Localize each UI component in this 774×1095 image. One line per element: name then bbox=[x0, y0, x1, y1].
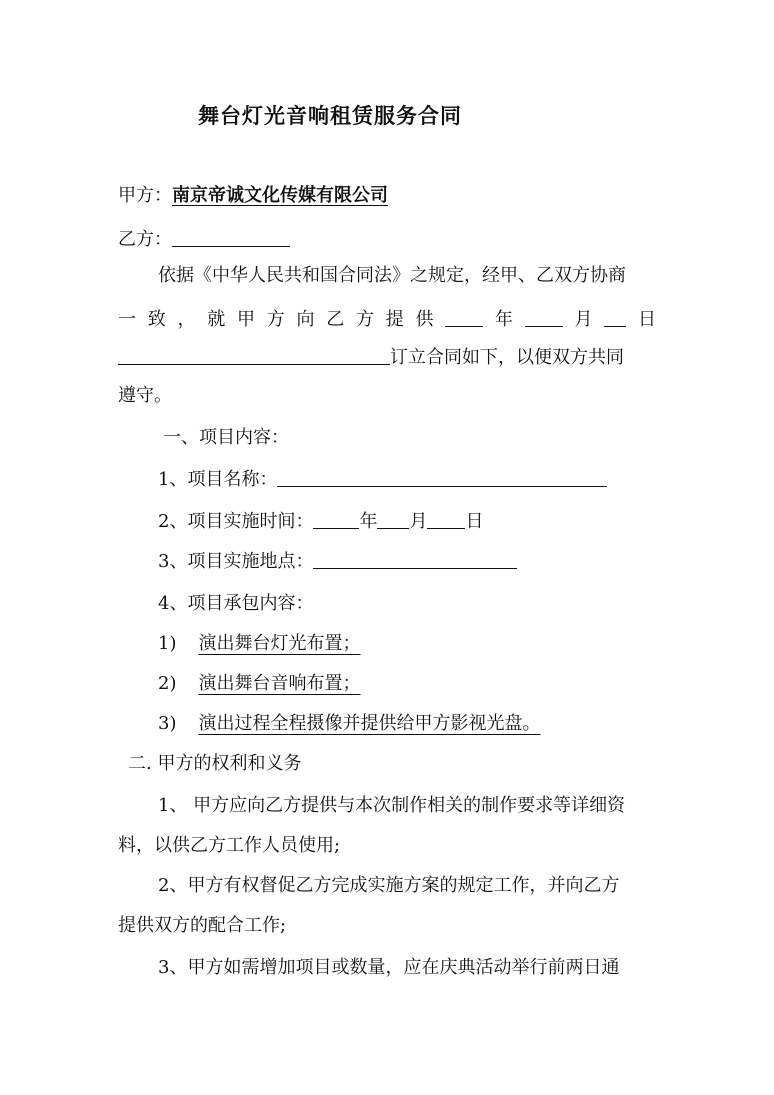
intro-char: 供 bbox=[415, 309, 434, 330]
project-name-blank bbox=[277, 468, 607, 487]
party-b-blank bbox=[172, 228, 290, 247]
intro-line-1: 依据《中华人民共和国合同法》之规定，经甲、乙双方协商 bbox=[158, 265, 626, 286]
party-b-label: 乙方： bbox=[118, 229, 172, 250]
duty-3-line-1: 3、甲方如需增加项目或数量，应在庆典活动举行前两日通 bbox=[158, 957, 620, 978]
project-time-label: 2、项目实施时间： bbox=[158, 511, 314, 532]
intro-day-label: 日 bbox=[638, 309, 656, 330]
intro-month-label: 月 bbox=[574, 309, 593, 330]
project-year-label: 年 bbox=[359, 511, 378, 532]
section-2-heading: 二. 甲方的权利和义务 bbox=[128, 753, 302, 774]
project-place-blank bbox=[313, 550, 517, 569]
project-scope-line: 4、项目承包内容： bbox=[158, 593, 314, 614]
scope-item-number: 1) bbox=[158, 633, 177, 654]
duty-1-line-1: 1、 甲方应向乙方提供与本次制作相关的制作要求等详细资 bbox=[158, 795, 626, 816]
intro-char: 提 bbox=[385, 309, 404, 330]
project-month-label: 月 bbox=[409, 511, 428, 532]
scope-item-text: 演出舞台音响布置； bbox=[198, 673, 361, 694]
section-1-heading: 一、项目内容： bbox=[163, 427, 289, 448]
project-place-line bbox=[158, 550, 517, 574]
party-a-name: 南京帝诚文化传媒有限公司 bbox=[172, 185, 388, 206]
purpose-blank bbox=[118, 346, 390, 365]
intro-line-4: 遵守。 bbox=[118, 385, 172, 406]
intro-year-label: 年 bbox=[495, 309, 513, 330]
project-day-label: 日 bbox=[465, 511, 484, 532]
intro-char: 乙 bbox=[326, 309, 345, 330]
duty-2-line-2: 提供双方的配合工作; bbox=[118, 915, 287, 936]
party-b-line bbox=[118, 228, 290, 252]
intro-char: 一 bbox=[118, 309, 136, 330]
scope-item-3 bbox=[158, 712, 548, 736]
scope-item-text: 演出舞台灯光布置； bbox=[198, 633, 361, 654]
intro-char: ， bbox=[177, 309, 196, 330]
duty-1-line-2: 料，以供乙方工作人员使用; bbox=[118, 835, 341, 856]
scope-item-text: 演出过程全程摄像并提供给甲方影视光盘。 bbox=[198, 713, 541, 734]
intro-line-2 bbox=[118, 308, 656, 332]
duty-2-line-1: 2、甲方有权督促乙方完成实施方案的规定工作，并向乙方 bbox=[158, 875, 620, 896]
intro-char: 方 bbox=[356, 309, 374, 330]
intro-char: 向 bbox=[296, 309, 315, 330]
project-time-line bbox=[158, 510, 483, 534]
project-day-blank bbox=[427, 510, 465, 529]
party-a-label: 甲方： bbox=[118, 185, 172, 206]
year-blank bbox=[445, 308, 483, 327]
project-place-label: 3、项目实施地点： bbox=[158, 551, 314, 572]
scope-item-1 bbox=[158, 632, 368, 656]
scope-item-number: 3) bbox=[158, 713, 177, 734]
intro-char: 方 bbox=[266, 309, 285, 330]
intro-char: 甲 bbox=[237, 309, 255, 330]
party-a-line bbox=[118, 184, 388, 208]
project-month-blank bbox=[377, 510, 409, 529]
scope-item-2 bbox=[158, 672, 368, 696]
intro-char: 就 bbox=[207, 309, 226, 330]
project-year-blank bbox=[313, 510, 359, 529]
day-blank bbox=[604, 308, 626, 327]
project-name-label: 1、项目名称： bbox=[158, 469, 278, 490]
contract-title: 舞台灯光音响租赁服务合同 bbox=[198, 103, 462, 128]
intro-char: 致 bbox=[147, 309, 166, 330]
intro-line-3-text: 订立合同如下，以便双方共同 bbox=[390, 347, 624, 368]
intro-line-3 bbox=[118, 346, 624, 370]
scope-item-number: 2) bbox=[158, 673, 177, 694]
project-name-line bbox=[158, 468, 607, 492]
month-blank bbox=[525, 308, 563, 327]
